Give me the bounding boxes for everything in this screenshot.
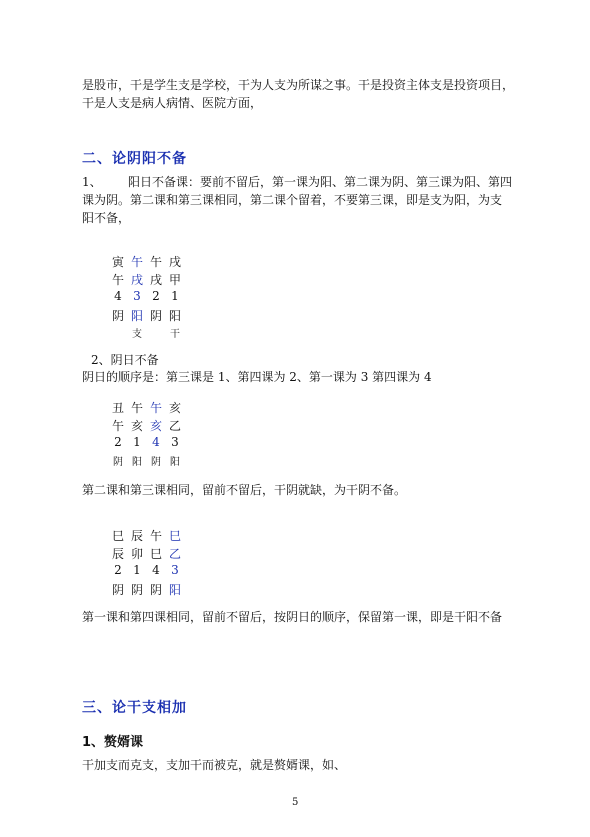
table-cell: 巳 [168,529,181,543]
note-1: 第二课和第三课相同，留前不留后，干阴就缺，为干阴不备。 [82,483,407,497]
table-cell: 4 [152,563,160,577]
table-cell: 巳 [111,529,124,543]
table-cell: 乙 [168,419,181,433]
table-cell: 丑 [111,401,124,415]
table-cell: 阳 [170,457,180,468]
subsection-line-1: 干加支而克支，支加干而被克，就是赘婿课，如、 [82,758,347,772]
section-2-heading: 二、论阴阳不备 [82,151,187,167]
table-cell: 亥 [130,419,143,433]
intro-line-1: 是股市，干是学生支是学校，干为人支为所谋之事。干是投资主体支是投资项目， [82,78,515,92]
table-cell: 阴 [113,457,123,468]
table-cell: 午 [149,529,162,543]
item-2-line-1: 阴日的顺序是：第三课是 1、第四课为 2、第一课为 3 第四课为 4 [82,370,432,384]
table-cell: 午 [149,255,162,269]
subsection-title: 1、赘婿课 [82,735,144,750]
table-cell: 阴 [149,309,162,323]
table-cell: 1 [133,435,141,449]
table-cell: 戌 [130,273,143,287]
table-cell: 4 [152,435,160,449]
table-cell: 午 [111,419,124,433]
table-cell: 巳 [149,547,162,561]
table-cell: 戌 [168,255,181,269]
table-cell: 亥 [168,401,181,415]
table-cell: 阳 [130,309,143,323]
table-cell: 亥 [149,419,162,433]
table-cell: 4 [114,289,122,303]
note-2: 第一课和第四课相同，留前不留后，按阴日的顺序，保留第一课，即是干阳不备 [82,610,503,624]
table-cell: 辰 [130,529,143,543]
table-cell: 卯 [130,547,143,561]
table-cell: 阴 [130,583,143,597]
page-number: 5 [292,797,299,808]
table-cell: 3 [171,435,179,449]
table-cell: 戌 [149,273,162,287]
table-cell: 午 [111,273,124,287]
item-1-line-1: 阳日不备课：要前不留后，第一课为阳、第二课为阴、第三课为阳、第四 [128,175,513,189]
item-2-title: 2、阴日不备 [91,353,159,367]
item-1-line-3: 阳不备， [82,211,131,225]
table-cell: 3 [133,289,141,303]
table-cell: 阳 [168,583,181,597]
table-cell: 阴 [151,457,161,468]
table-cell: 午 [130,255,143,269]
table-cell: 3 [171,563,179,577]
table-cell: 寅 [111,255,124,269]
table-cell: 2 [152,289,160,303]
table-cell: 阳 [132,457,142,468]
item-1-number: 1、 [82,175,102,189]
table-cell: 1 [133,563,141,577]
table-cell: 2 [114,435,122,449]
table-cell: 2 [114,563,122,577]
table-cell: 阴 [111,309,124,323]
item-1-line-2: 课为阴。第二课和第三课相同，第二课个留着，不要第三课，即是支为阳，为支 [82,193,503,207]
table-cell: 甲 [168,273,181,287]
table-cell: 阳 [168,309,181,323]
table-cell: 乙 [168,547,181,561]
table-cell: 午 [149,401,162,415]
section-3-heading: 三、论干支相加 [82,700,187,716]
table-cell: 午 [130,401,143,415]
intro-line-2: 干是人支是病人病情、医院方面， [82,96,263,110]
table-cell: 阴 [111,583,124,597]
table-cell: 阴 [149,583,162,597]
table-cell: 支 [132,329,142,340]
table-cell: 1 [171,289,179,303]
table-cell: 干 [170,329,180,340]
table-cell: 辰 [111,547,124,561]
